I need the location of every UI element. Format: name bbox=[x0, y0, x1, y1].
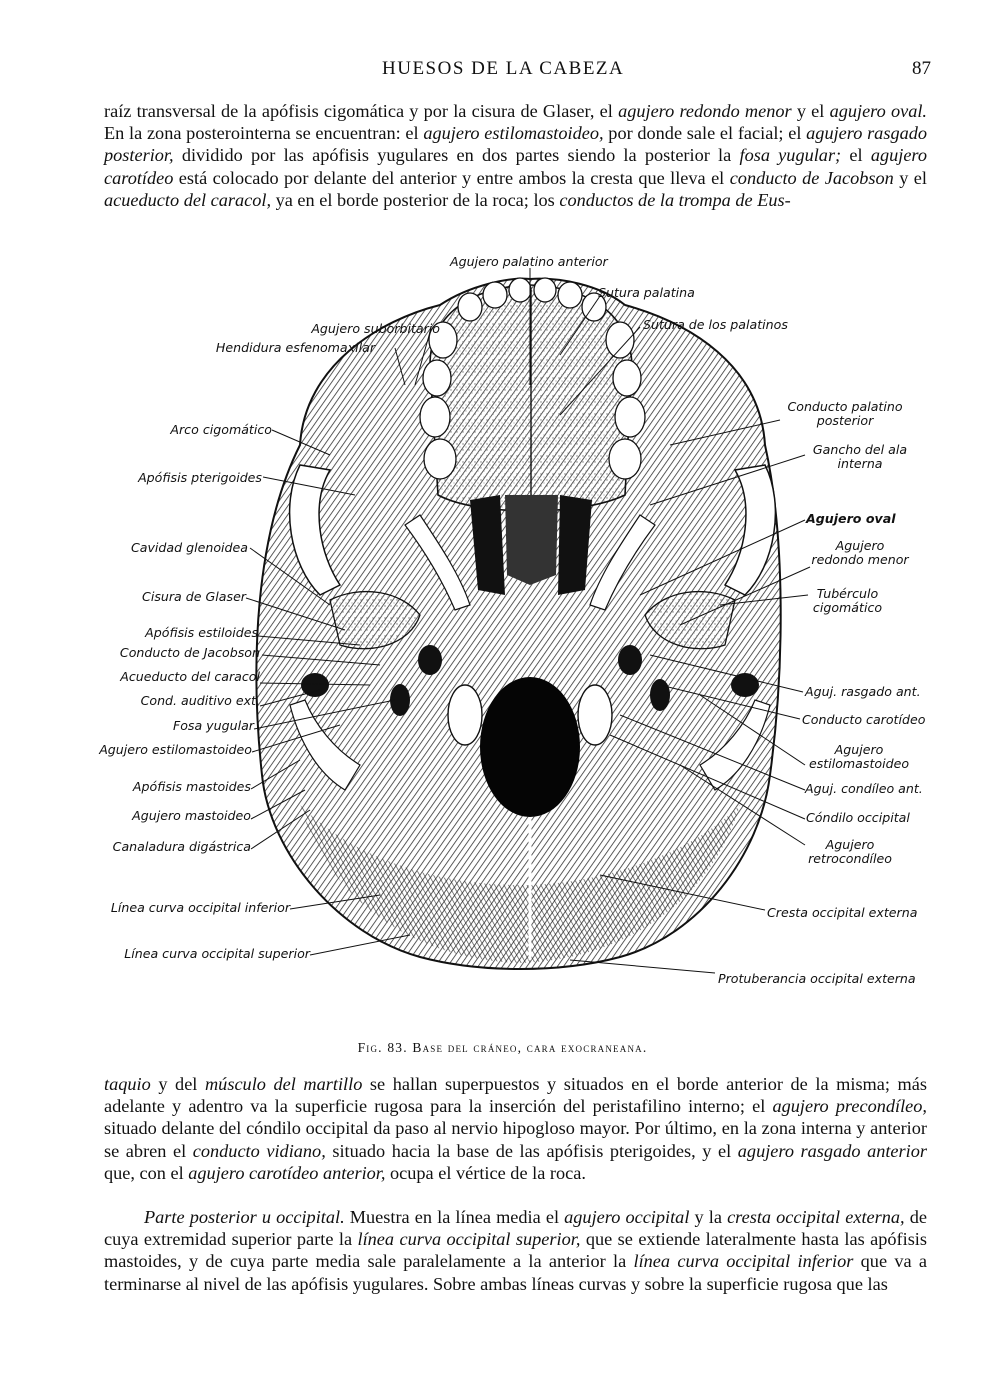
italic-term: acueducto del caracol, bbox=[104, 189, 272, 210]
label-cond-auditivo-ext: Cond. auditivo ext. bbox=[140, 693, 260, 708]
italic-term: agujero redondo menor bbox=[618, 101, 792, 121]
text-run: y el bbox=[893, 167, 927, 188]
label-line: Agujero bbox=[834, 742, 884, 757]
italic-term: músculo del martillo bbox=[204, 1074, 363, 1094]
label-gancho-del-ala-interna bbox=[800, 443, 920, 471]
label-linea-curva-occipital-superior: Línea curva occipital superior bbox=[124, 946, 310, 961]
label-line: estilomastoideo bbox=[808, 756, 910, 771]
label-agujero-suborbitario: Agujero suborbitario bbox=[311, 321, 440, 336]
label-tuberculo-cigomatico bbox=[800, 587, 895, 615]
label-agujero-oval: Agujero oval bbox=[806, 511, 896, 526]
label-agujero-redondo-menor bbox=[800, 539, 920, 567]
label-agujero-mastoideo: Agujero mastoideo bbox=[132, 808, 251, 823]
italic-term: agujero oval. bbox=[829, 101, 927, 121]
figure-skull-base bbox=[0, 245, 1005, 1045]
text-run: Muestra en la línea media el bbox=[344, 1207, 565, 1227]
label-apofisis-estiloides: Apófisis estiloides bbox=[145, 625, 258, 640]
italic-term: agujero carotídeo anterior, bbox=[188, 1162, 386, 1183]
text-run: En la zona posterointerna se encuentran: el bbox=[104, 123, 424, 144]
text-run: el bbox=[841, 145, 871, 166]
label-aguj-condileo-ant: Aguj. condíleo ant. bbox=[805, 781, 923, 796]
label-apofisis-mastoides: Apófisis mastoides bbox=[132, 779, 251, 794]
label-canaladura-digastrica: Canaladura digástrica bbox=[112, 839, 251, 854]
paragraph-bottom-2 bbox=[104, 1206, 927, 1295]
label-line: Agujero bbox=[825, 837, 875, 852]
label-line: Gancho del ala bbox=[812, 442, 908, 457]
italic-term: conducto vidiano, bbox=[192, 1140, 326, 1161]
label-line: posterior bbox=[816, 413, 874, 428]
text-run: que va a terminarse al nivel de las apófisis yugulares. Sobre ambas líneas curvas y sobre la superficie rugosa que las bbox=[104, 1251, 927, 1294]
text-run: ya en el borde posterior de la roca; los bbox=[271, 189, 560, 210]
page-number: 87 bbox=[912, 58, 931, 79]
label-cresta-occipital-externa: Cresta occipital externa bbox=[767, 905, 918, 920]
italic-term: agujero carotídeo bbox=[104, 145, 928, 188]
running-title: HUESOS DE LA CABEZA bbox=[382, 58, 625, 79]
foramen-magnum bbox=[480, 677, 580, 817]
label-sutura-de-los-palatinos: Sutura de los palatinos bbox=[643, 317, 788, 332]
text-run: se hallan superpuestos y situados en el borde anterior de la misma; más adelante y adentro va la superficie rugosa para la inserción del peristafilino interno; el bbox=[104, 1074, 928, 1117]
paragraph-bottom-1 bbox=[104, 1073, 927, 1184]
label-line: Conducto palatino bbox=[787, 399, 903, 414]
text-run: situado delante del cóndilo occipital da paso al nervio hipogloso mayor. Por último, en la zona interna y anterior se abren el bbox=[104, 1118, 927, 1161]
text-run: y la bbox=[689, 1207, 728, 1227]
label-agujero-estilomastoideo-left: Agujero estilomastoideo bbox=[99, 742, 252, 757]
text-run: está colocado por delante del anterior y entre ambos la cresta que lleva el bbox=[173, 167, 730, 188]
label-aguj-rasgado-ant: Aguj. rasgado ant. bbox=[805, 684, 921, 699]
label-line: Tubérculo bbox=[816, 586, 879, 601]
page-header bbox=[0, 58, 1005, 88]
italic-term: agujero rasgado posterior, bbox=[104, 123, 928, 166]
label-agujero-palatino-anterior: Agujero palatino anterior bbox=[450, 254, 608, 269]
label-conducto-carotideo: Conducto carotídeo bbox=[802, 712, 926, 727]
text-run: por donde sale el facial; el bbox=[603, 123, 807, 144]
text-run: y el bbox=[791, 101, 830, 121]
text-run: ocupa el vértice de la roca. bbox=[385, 1162, 586, 1183]
italic-term: cresta occipital externa, bbox=[727, 1207, 905, 1227]
label-sutura-palatina: Sutura palatina bbox=[598, 285, 695, 300]
italic-term: conductos de la trompa de Eus- bbox=[559, 189, 791, 210]
italic-term: agujero occipital bbox=[564, 1207, 690, 1227]
label-agujero-retrocondileo bbox=[800, 838, 900, 866]
text-run: y del bbox=[150, 1074, 205, 1094]
label-agujero-estilomastoideo-right bbox=[800, 743, 918, 771]
text-run: situado hacia la base de las apófisis pterigoides, y el bbox=[325, 1140, 738, 1161]
italic-term: Parte posterior u occipital. bbox=[144, 1207, 345, 1227]
italic-term: conducto de Jacobson bbox=[729, 167, 894, 188]
label-line: redondo menor bbox=[811, 552, 909, 567]
label-line: Agujero bbox=[835, 538, 885, 553]
italic-term: agujero rasgado anterior bbox=[737, 1140, 927, 1161]
label-protuberancia-occipital-externa: Protuberancia occipital externa bbox=[718, 971, 916, 986]
label-arco-cigomatico: Arco cigomático bbox=[170, 422, 272, 437]
text-run: que se extiende lateralmente hasta las apófisis mastoides, y de cuya parte media sale paralelamente a la anterior la bbox=[104, 1229, 927, 1272]
label-conducto-de-jacobson: Conducto de Jacobson bbox=[119, 645, 260, 660]
label-cavidad-glenoidea: Cavidad glenoidea bbox=[130, 540, 248, 555]
figure-caption: Fig. 83. Base del cráneo, cara exocraneana. bbox=[357, 1040, 648, 1055]
paragraph-top bbox=[104, 100, 927, 211]
label-line: interna bbox=[837, 456, 883, 471]
label-cisura-de-glaser: Cisura de Glaser bbox=[142, 589, 246, 604]
text-run: raíz transversal de la apófisis cigomática y por la cisura de Glaser, el bbox=[104, 101, 619, 121]
label-fosa-yugular: Fosa yugular bbox=[172, 718, 254, 733]
label-linea-curva-occipital-inferior: Línea curva occipital inferior bbox=[110, 900, 290, 915]
italic-term: línea curva occipital superior, bbox=[357, 1229, 581, 1250]
italic-term: agujero precondíleo, bbox=[772, 1096, 927, 1117]
label-condilo-occipital: Cóndilo occipital bbox=[806, 810, 910, 825]
italic-term: taquio bbox=[104, 1074, 151, 1094]
label-apofisis-pterigoides: Apófisis pterigoides bbox=[138, 470, 262, 485]
italic-term: agujero estilomastoideo, bbox=[423, 123, 604, 144]
label-line: cigomático bbox=[812, 600, 883, 615]
italic-term: fosa yugular; bbox=[739, 145, 842, 166]
label-hendidura-esfenomaxilar: Hendidura esfenomaxilar bbox=[215, 340, 375, 355]
label-acueducto-del-caracol: Acueducto del caracol bbox=[120, 669, 260, 684]
label-conducto-palatino-posterior bbox=[775, 400, 915, 428]
label-line: retrocondíleo bbox=[808, 851, 892, 866]
italic-term: línea curva occipital inferior bbox=[633, 1251, 854, 1272]
text-run: que, con el bbox=[104, 1162, 189, 1183]
text-run: de cuya extremidad superior parte la bbox=[104, 1207, 928, 1250]
text-run: dividido por las apófisis yugulares en dos partes siendo la posterior la bbox=[173, 145, 740, 166]
